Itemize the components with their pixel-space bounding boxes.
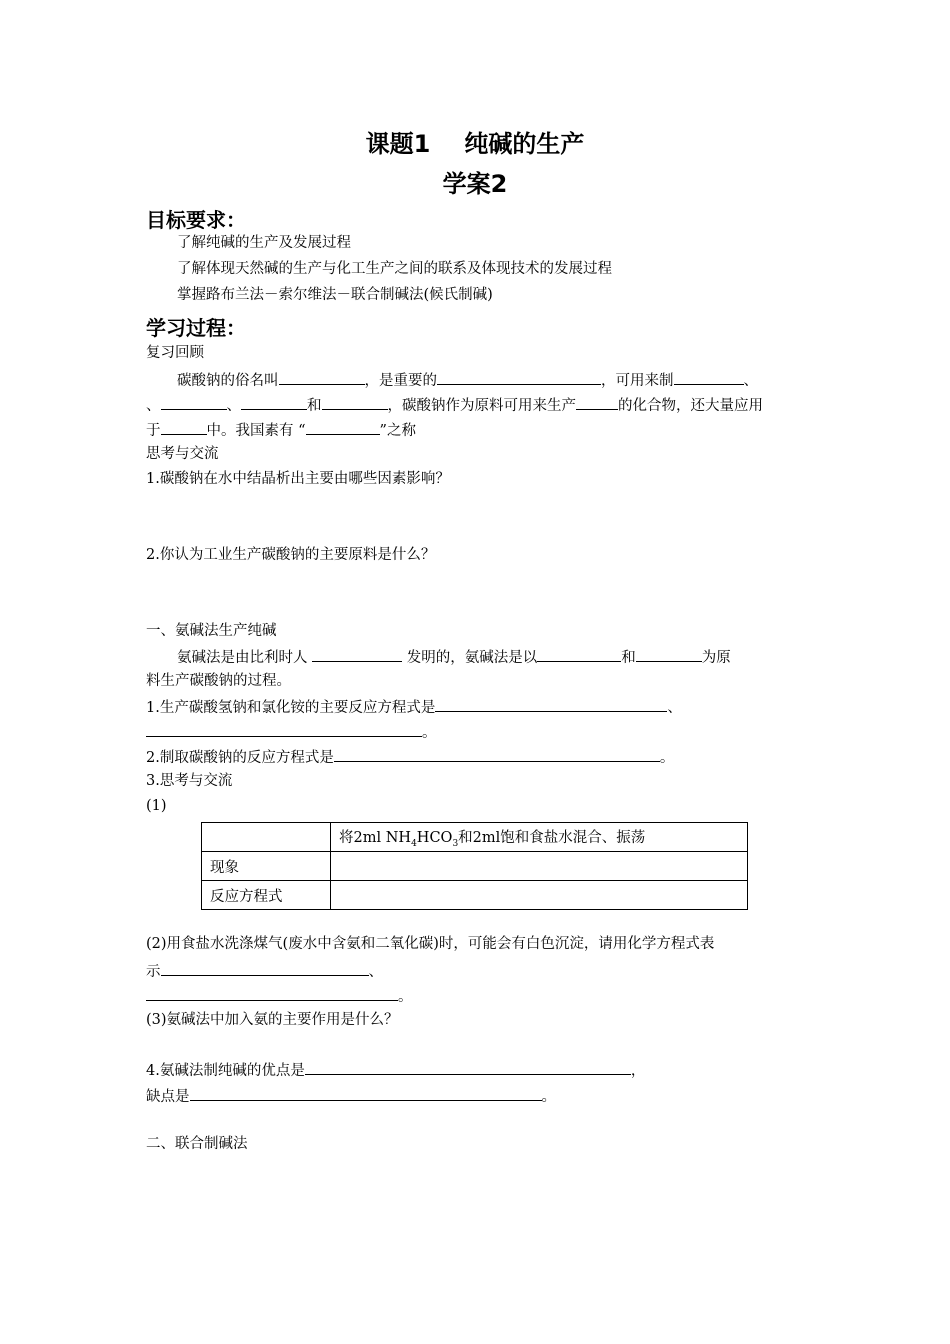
section-1-title: 一、氨碱法生产纯碱 (146, 623, 277, 639)
fill-blank[interactable] (537, 646, 621, 662)
fill-blank[interactable] (161, 419, 207, 435)
fill-blank[interactable] (312, 646, 402, 662)
table-row (202, 881, 748, 910)
table-row (202, 852, 748, 881)
fill-blank[interactable] (146, 721, 422, 737)
table-row-label: 反应方程式 (202, 881, 331, 910)
fill-blank[interactable] (146, 985, 398, 1001)
answer-cell[interactable] (331, 881, 748, 910)
goals-heading: 目标要求： (146, 208, 246, 232)
table-cell (202, 823, 331, 852)
section-1-intro-cont: 料生产碳酸钠的过程。 (146, 673, 291, 689)
review-title: 复习回顾 (146, 345, 204, 361)
fill-blank[interactable] (437, 369, 601, 385)
point-1-cont: 。 (146, 721, 437, 743)
table-header-cell: 将2ml $NH_4HCO_3$和2ml饱和食盐水混合、振荡 (331, 823, 748, 852)
title-text: 纯碱的生产 (464, 130, 585, 158)
fill-blank[interactable] (279, 369, 365, 385)
point-3-sub-2-end: 。 (146, 985, 413, 1007)
review-line-3: 于 中。我国素有 “ ”之称 (146, 419, 416, 441)
section-1-intro: 氨碱法是由比利时人 发明的，氨碱法是以 和 为原 (177, 646, 731, 668)
fill-blank[interactable] (306, 419, 380, 435)
point-3-sub-3: (3)氨碱法中加入氨的主要作用是什么？ (146, 1012, 399, 1028)
think-title: 思考与交流 (146, 446, 219, 462)
goal-item: 了解纯碱的生产及发展过程 (177, 235, 351, 251)
point-3-sub-1: (1) (146, 798, 167, 814)
goal-item: 掌握路布兰法－索尔维法－联合制碱法(候氏制碱) (177, 287, 493, 303)
table-row-label: 现象 (202, 852, 331, 881)
review-line-1: 碳酸钠的俗名叫 ，是重要的 ，可用来制 、 (177, 369, 758, 391)
point-3-sub-2-cont: 示 、 (146, 960, 383, 982)
title-topic: 课题1 (365, 130, 431, 158)
fill-blank[interactable] (190, 1085, 542, 1101)
table-row (202, 823, 748, 852)
question-1: 1.碳酸钠在水中结晶析出主要由哪些因素影响？ (146, 471, 450, 487)
fill-blank[interactable] (161, 960, 369, 976)
goal-item: 了解体现天然碱的生产与化工生产之间的联系及体现技术的发展过程 (177, 261, 612, 277)
observation-table (201, 822, 748, 910)
point-4-advantage: 4.氨碱法制纯碱的优点是 ， (146, 1059, 645, 1081)
process-heading: 学习过程： (146, 316, 246, 340)
fill-blank[interactable] (241, 394, 307, 410)
point-1: 1.生产碳酸氢钠和氯化铵的主要反应方程式是 、 (146, 696, 682, 718)
fill-blank[interactable] (161, 394, 227, 410)
fill-blank[interactable] (576, 394, 618, 410)
fill-blank[interactable] (322, 394, 388, 410)
answer-cell[interactable] (331, 852, 748, 881)
fill-blank[interactable] (334, 746, 660, 762)
fill-blank[interactable] (636, 646, 702, 662)
fill-blank[interactable] (674, 369, 744, 385)
review-line-2: 、 、 和 ，碳酸钠作为原料可用来生产 的化合物，还大量应用 (146, 394, 763, 416)
point-3-sub-2: (2)用食盐水洗涤煤气(废水中含氨和二氧化碳)时，可能会有白色沉淀，请用化学方程式表 (146, 936, 715, 952)
point-2: 2.制取碳酸钠的反应方程式是 。 (146, 746, 674, 768)
question-2: 2.你认为工业生产碳酸钠的主要原料是什么？ (146, 547, 436, 563)
fill-blank[interactable] (305, 1059, 631, 1075)
fill-blank[interactable] (435, 696, 667, 712)
point-4-disadvantage: 缺点是 。 (146, 1085, 556, 1107)
page-subtitle: 学案2 (442, 170, 508, 198)
point-3: 3.思考与交流 (146, 773, 233, 789)
page-title (0, 124, 950, 159)
section-2-title: 二、联合制碱法 (146, 1136, 248, 1152)
